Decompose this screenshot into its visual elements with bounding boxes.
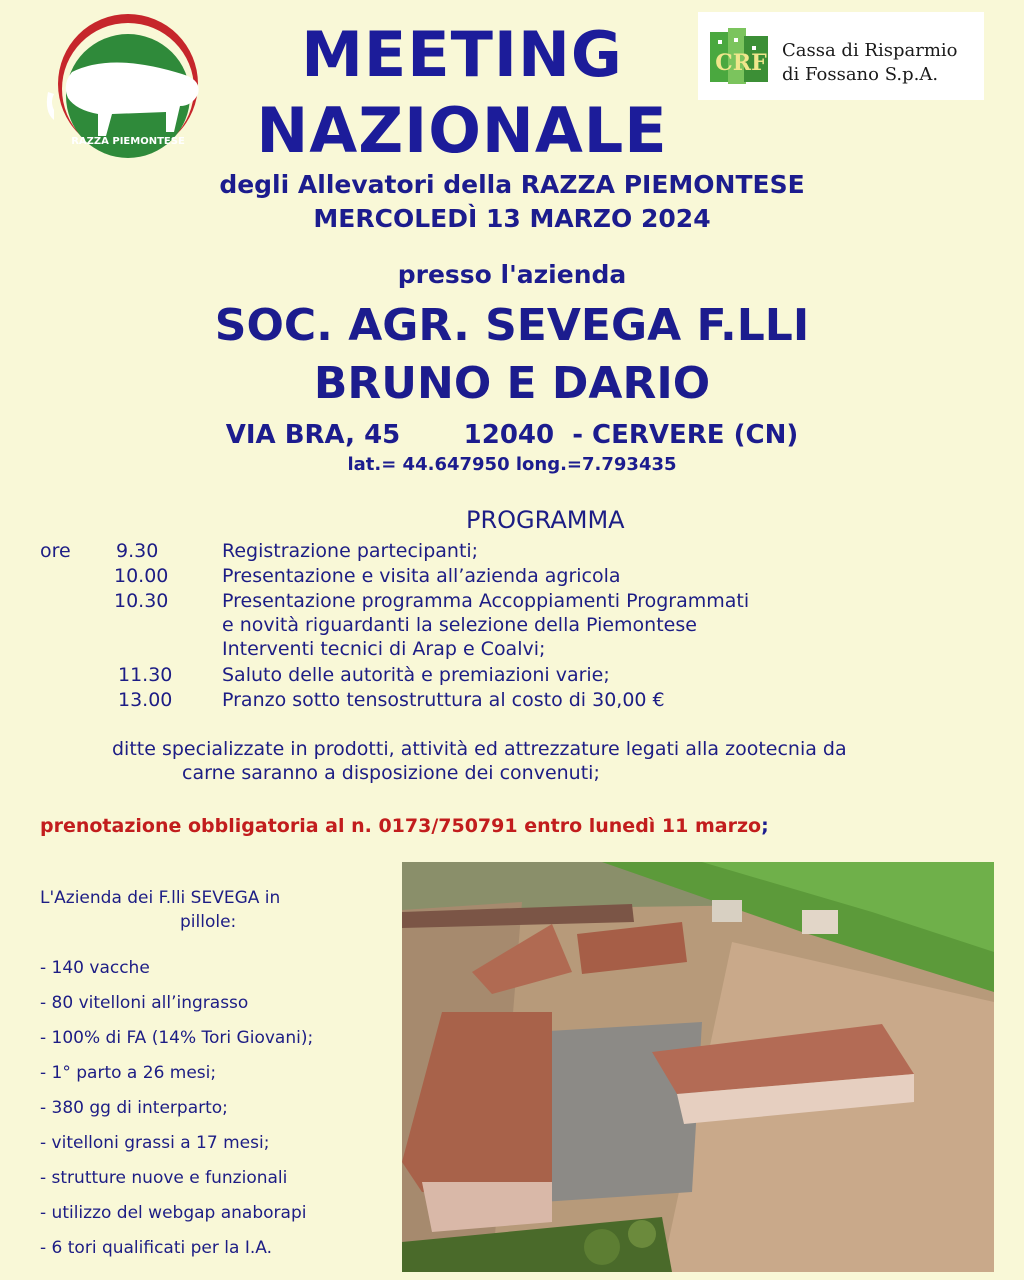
venue-name-line2: BRUNO E DARIO	[313, 358, 711, 409]
title-line2: NAZIONALE	[256, 94, 668, 167]
venue-intro: presso l'azienda	[397, 260, 627, 289]
program-time: 9.30	[116, 540, 159, 562]
program-text: Pranzo sotto tensostruttura al costo di 30,00 €	[222, 689, 665, 711]
booking-notice	[40, 815, 769, 837]
fact-item: - strutture nuove e funzionali	[40, 1168, 288, 1188]
fact-item: - 100% di FA (14% Tori Giovani);	[40, 1028, 314, 1048]
subtitle: degli Allevatori della RAZZA PIEMONTESE	[219, 170, 805, 199]
facts-heading-line2: pillole:	[180, 912, 237, 932]
crf-monogram-text: CRF	[715, 50, 767, 76]
booking-punct: ;	[761, 815, 769, 837]
venue-address: VIA BRA, 45 12040 - CERVERE (CN)	[225, 420, 799, 450]
fact-item: - 1° parto a 26 mesi;	[40, 1063, 217, 1083]
exhibitors-note-line2: carne saranno a disposizione dei convenuti;	[182, 762, 600, 784]
fact-item: - vitelloni grassi a 17 mesi;	[40, 1133, 270, 1153]
sponsor-name-line1: Cassa di Risparmio	[782, 40, 958, 61]
program-time: 10.30	[114, 590, 169, 612]
venue-name-line1: SOC. AGR. SEVEGA F.LLI	[214, 300, 810, 351]
program-time: 11.30	[118, 664, 173, 686]
program-text: Saluto delle autorità e premiazioni varie;	[222, 664, 610, 686]
venue-coordinates: lat.= 44.647950 long.=7.793435	[347, 454, 677, 475]
fact-item: - 6 tori qualificati per la I.A.	[40, 1238, 272, 1258]
title-line1: MEETING	[301, 18, 623, 91]
fact-item: - 80 vitelloni all’ingrasso	[40, 993, 249, 1013]
sponsor-name-line2: di Fossano S.p.A.	[782, 64, 939, 85]
farm-aerial-photo	[402, 862, 994, 1272]
program-text: Interventi tecnici di Arap e Coalvi;	[222, 638, 546, 660]
program-heading: PROGRAMMA	[466, 506, 625, 534]
event-date: MERCOLEDÌ 13 MARZO 2024	[313, 204, 711, 233]
exhibitors-note-line1: ditte specializzate in prodotti, attività ed attrezzature legati alla zootecnia da	[112, 738, 847, 760]
program-time: 13.00	[118, 689, 173, 711]
fact-item: - 380 gg di interparto;	[40, 1098, 228, 1118]
program-text: e novità riguardanti la selezione della Piemontese	[222, 614, 697, 636]
fact-item: - utilizzo del webgap anaborapi	[40, 1203, 307, 1223]
program-time: 10.00	[114, 565, 169, 587]
program-text: Presentazione programma Accoppiamenti Programmati	[222, 590, 750, 612]
booking-text: prenotazione obbligatoria al n. 0173/750791 entro lunedì 11 marzo	[40, 815, 762, 837]
program-text: Presentazione e visita all’azienda agricola	[222, 565, 621, 587]
facts-heading-line1: L'Azienda dei F.lli SEVEGA in	[40, 888, 281, 908]
ore-label: ore	[40, 540, 71, 562]
program-text: Registrazione partecipanti;	[222, 540, 479, 562]
fact-item: - 140 vacche	[40, 958, 150, 978]
bull-logo-text: RAZZA PIEMONTESE	[71, 136, 185, 147]
